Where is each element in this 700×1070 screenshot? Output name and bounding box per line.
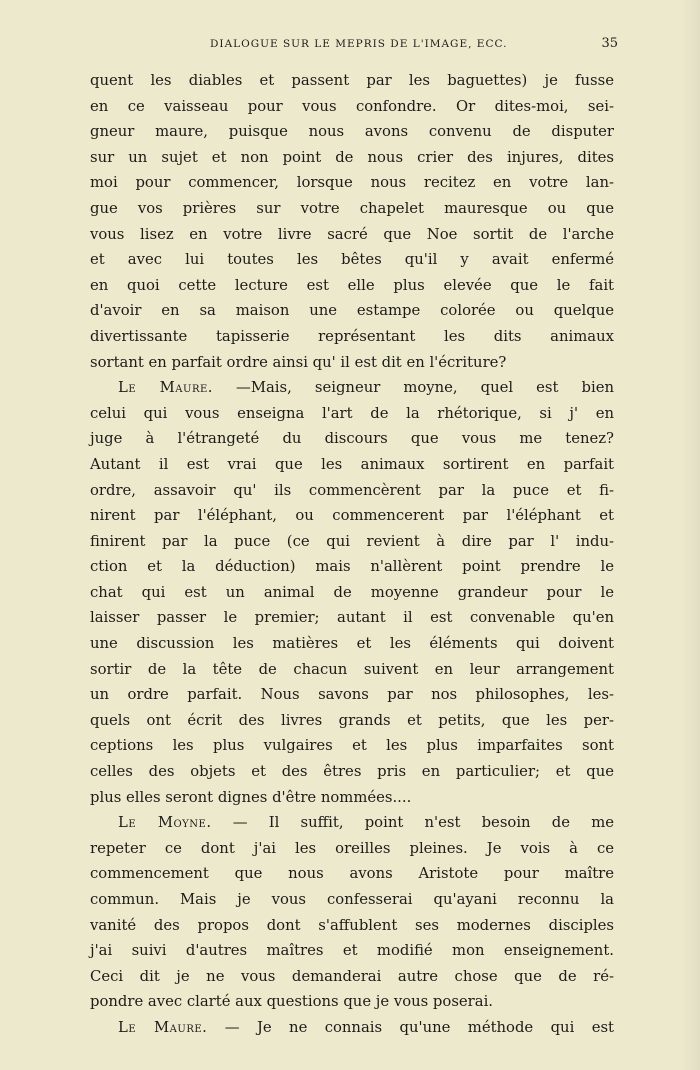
line-text: celles des objets et des êtres pris en particulier; et que <box>90 763 614 781</box>
line-text: commencement que nous avons Aristote pour maître <box>90 865 614 883</box>
text-line <box>90 478 614 504</box>
line-text: gue vos prières sur votre chapelet mauresque ou que <box>90 199 614 217</box>
line-text: Ceci dit je ne vous demanderai autre chose que de ré- <box>90 967 614 985</box>
speaker-label: Le Moyne. <box>118 814 212 832</box>
text-line <box>90 964 614 990</box>
text-line <box>90 1015 614 1041</box>
text-line <box>90 273 614 299</box>
running-head <box>90 30 618 56</box>
line-text: Autant il est vrai que les animaux sortirent en parfait <box>90 455 614 473</box>
text-line <box>90 810 614 836</box>
line-text: repeter ce dont j'ai les oreilles pleines. Je vois à ce <box>90 839 614 857</box>
text-line <box>90 605 614 631</box>
text-line <box>90 247 614 273</box>
text-line <box>90 861 614 887</box>
line-text: et avec lui toutes les bêtes qu'il y avait enfermé <box>90 251 614 269</box>
text-line <box>90 733 614 759</box>
text-line <box>90 529 614 555</box>
body-text <box>90 68 614 1041</box>
line-text: pondre avec clarté aux questions que je vous poserai. <box>90 993 493 1011</box>
line-text: en quoi cette lecture est elle plus elevée que le fait <box>90 276 614 294</box>
line-text: vous lisez en votre livre sacré que Noe sortit de l'arche <box>90 225 614 243</box>
text-line <box>90 426 614 452</box>
speaker-label: Le Maure. <box>118 379 213 397</box>
line-text: celui qui vous enseigna l'art de la rhétorique, si j' en <box>90 404 614 422</box>
text-line <box>90 657 614 683</box>
line-text: quels ont écrit des livres grands et petits, que les per- <box>90 711 614 729</box>
text-line <box>90 785 614 811</box>
line-text: moi pour commencer, lorsque nous recitez en votre lan- <box>90 174 614 192</box>
line-text: ceptions les plus vulgaires et les plus imparfaites sont <box>90 737 614 755</box>
line-text: j'ai suivi d'autres maîtres et modifié mon enseignement. <box>90 942 614 960</box>
text-line <box>90 375 614 401</box>
text-line <box>90 631 614 657</box>
text-line <box>90 938 614 964</box>
text-line <box>90 836 614 862</box>
text-line <box>90 145 614 171</box>
text-line <box>90 503 614 529</box>
line-text: — Je ne connais qu'une méthode qui est <box>224 1018 614 1036</box>
text-line <box>90 170 614 196</box>
text-line <box>90 222 614 248</box>
line-text: sortir de la tête de chacun suivent en leur arrangement <box>90 660 614 678</box>
line-text: laisser passer le premier; autant il est convenable qu'en <box>90 609 614 627</box>
text-line <box>90 887 614 913</box>
text-line <box>90 708 614 734</box>
text-line <box>90 580 614 606</box>
text-line <box>90 350 614 376</box>
paper-shade <box>682 0 700 1070</box>
text-line <box>90 94 614 120</box>
page-number: 35 <box>601 36 618 51</box>
text-line <box>90 682 614 708</box>
text-line <box>90 324 614 350</box>
line-text: juge à l'étrangeté du discours que vous me tenez? <box>90 430 614 448</box>
text-line <box>90 401 614 427</box>
line-text: en ce vaisseau pour vous confondre. Or dites-moi, sei- <box>90 97 614 115</box>
line-text: ordre, assavoir qu' ils commencèrent par la puce et fi- <box>90 481 614 499</box>
running-title: DIALOGUE SUR LE MEPRIS DE L'IMAGE, ECC. <box>210 38 508 50</box>
line-text: nirent par l'éléphant, ou commencerent par l'éléphant et <box>90 507 614 525</box>
line-text: sur un sujet et non point de nous crier des injures, dites <box>90 148 614 166</box>
line-text: quent les diables et passent par les baguettes) je fusse <box>90 72 614 89</box>
line-text: un ordre parfait. Nous savons par nos philosophes, les- <box>90 686 614 704</box>
text-line <box>90 298 614 324</box>
line-text: ction et la déduction) mais n'allèrent point prendre le <box>90 558 614 576</box>
line-text: sortant en parfait ordre ainsi qu' il est dit en l'écriture? <box>90 353 507 371</box>
text-line <box>90 452 614 478</box>
line-text: — Il suffit, point n'est besoin de me <box>232 814 614 832</box>
text-line <box>90 119 614 145</box>
line-text: vanité des propos dont s'affublent ses modernes disciples <box>90 916 614 934</box>
line-text: plus elles seront dignes d'être nommées.... <box>90 788 412 806</box>
line-text: chat qui est un animal de moyenne grandeur pour le <box>90 583 614 601</box>
text-line <box>90 196 614 222</box>
line-text: commun. Mais je vous confesserai qu'ayani reconnu la <box>90 891 614 908</box>
line-text: finirent par la puce (ce qui revient à dire par l' indu- <box>90 532 614 550</box>
line-text: divertissante tapisserie représentant les dits animaux <box>90 327 614 345</box>
line-text: —Mais, seigneur moyne, quel est bien <box>236 379 614 397</box>
text-line <box>90 913 614 939</box>
line-text: une discussion les matières et les éléments qui doivent <box>90 635 614 653</box>
line-text: d'avoir en sa maison une estampe colorée ou quelque <box>90 302 614 320</box>
text-line <box>90 68 614 94</box>
line-text: gneur maure, puisque nous avons convenu de disputer <box>90 123 614 141</box>
text-line <box>90 759 614 785</box>
speaker-label: Le Maure. <box>118 1018 208 1036</box>
text-line <box>90 554 614 580</box>
text-line <box>90 989 614 1015</box>
